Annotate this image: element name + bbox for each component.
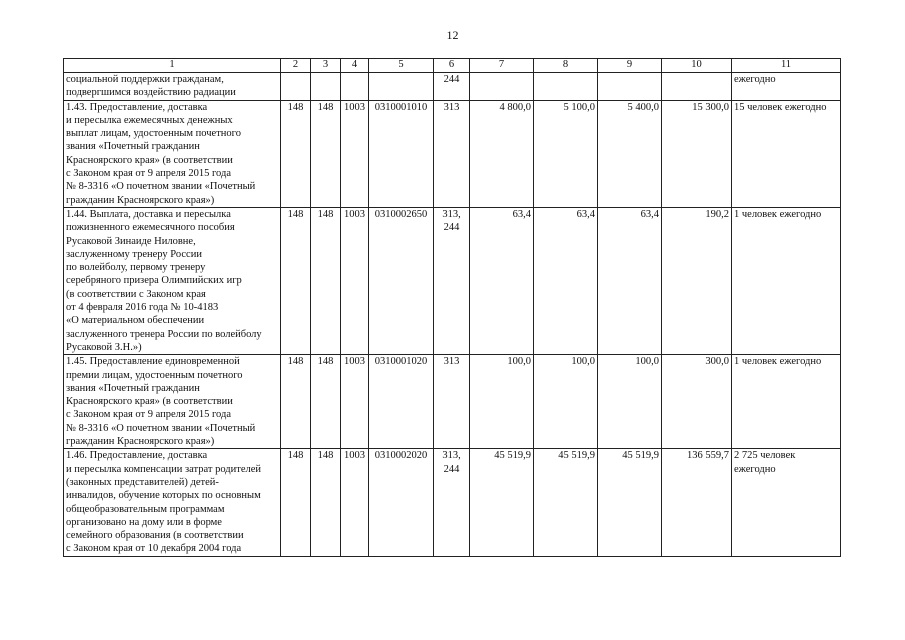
header-cell-8: 8 [534,59,598,73]
code-cell: 148 [281,449,311,556]
expense-type-cell: 313 [434,100,470,207]
result-cell: 15 человек ежегодно [732,100,841,207]
amount-cell: 63,4 [470,207,534,354]
total-cell: 190,2 [662,207,732,354]
total-cell: 15 300,0 [662,100,732,207]
description-cell: 1.43. Предоставление, доставка и пересылка ежемесячных денежных выплат лицам, удостоенным почетного звания «Почетный гражданин Красноярского края» (в соответствии с Законом края от 9 апреля 2015 года № 8-3316 «О почетном звании «Почетный гражданин Красноярского края») [64,100,281,207]
section-cell: 1003 [341,355,369,449]
result-cell: 1 человек ежегодно [732,355,841,449]
description-cell: 1.46. Предоставление, доставка и пересылка компенсации затрат родителей (законных представителей) детей- инвалидов, обучение которых по основным общеобразовательным программам организовано на дому или в форме семейного образования (в соответствии с Законом края от 10 декабря 2004 года [64,449,281,556]
amount-cell: 5 400,0 [598,100,662,207]
amount-cell: 45 519,9 [598,449,662,556]
expense-type-cell: 313 [434,355,470,449]
amount-cell: 5 100,0 [534,100,598,207]
target-article-cell: 0310002020 [369,449,434,556]
table-row [64,207,841,354]
amount-cell: 100,0 [534,355,598,449]
budget-table [63,58,841,557]
header-cell-7: 7 [470,59,534,73]
header-cell-3: 3 [311,59,341,73]
header-row [64,59,841,73]
section-cell: 1003 [341,100,369,207]
code-cell: 148 [281,100,311,207]
result-cell: 1 человек ежегодно [732,207,841,354]
header-cell-4: 4 [341,59,369,73]
result-cell: ежегодно [732,73,841,101]
expense-type-cell: 244 [434,73,470,101]
table-row [64,100,841,207]
table-row [64,449,841,556]
code-cell: 148 [311,100,341,207]
code-cell [311,73,341,101]
total-cell [662,73,732,101]
description-cell: социальной поддержки гражданам, подвергшимся воздействию радиации [64,73,281,101]
header-cell-10: 10 [662,59,732,73]
target-article-cell [369,73,434,101]
amount-cell [534,73,598,101]
total-cell: 136 559,7 [662,449,732,556]
description-cell: 1.45. Предоставление единовременной премии лицам, удостоенным почетного звания «Почетный гражданин Красноярского края» (в соответствии с Законом края от 9 апреля 2015 года № 8-3316 «О почетном звании «Почетный гражданин Красноярского края») [64,355,281,449]
amount-cell [598,73,662,101]
table-row [64,73,841,101]
expense-type-cell: 313, 244 [434,449,470,556]
section-cell [341,73,369,101]
target-article-cell: 0310001020 [369,355,434,449]
total-cell: 300,0 [662,355,732,449]
table-row [64,355,841,449]
section-cell: 1003 [341,449,369,556]
section-cell: 1003 [341,207,369,354]
code-cell: 148 [311,207,341,354]
header-cell-6: 6 [434,59,470,73]
header-cell-9: 9 [598,59,662,73]
header-cell-5: 5 [369,59,434,73]
page-number: 12 [446,28,459,42]
code-cell [281,73,311,101]
code-cell: 148 [281,355,311,449]
amount-cell: 63,4 [534,207,598,354]
amount-cell: 100,0 [598,355,662,449]
amount-cell: 45 519,9 [534,449,598,556]
amount-cell: 100,0 [470,355,534,449]
result-cell: 2 725 человек ежегодно [732,449,841,556]
code-cell: 148 [311,355,341,449]
header-cell-2: 2 [281,59,311,73]
amount-cell: 45 519,9 [470,449,534,556]
amount-cell: 63,4 [598,207,662,354]
target-article-cell: 0310002650 [369,207,434,354]
expense-type-cell: 313, 244 [434,207,470,354]
amount-cell: 4 800,0 [470,100,534,207]
amount-cell [470,73,534,101]
header-cell-1: 1 [64,59,281,73]
code-cell: 148 [281,207,311,354]
target-article-cell: 0310001010 [369,100,434,207]
description-cell: 1.44. Выплата, доставка и пересылка пожизненного ежемесячного пособия Русаковой Зинаиде Ниловне, заслуженному тренеру России по волейболу, первому тренеру серебряного призера Олимпийских игр (в соответствии с Законом края от 4 февраля 2016 года № 10-4183 «О материальном обеспечении заслуженного тренера России по волейболу Русаковой З.Н.») [64,207,281,354]
code-cell: 148 [311,449,341,556]
header-cell-11: 11 [732,59,841,73]
